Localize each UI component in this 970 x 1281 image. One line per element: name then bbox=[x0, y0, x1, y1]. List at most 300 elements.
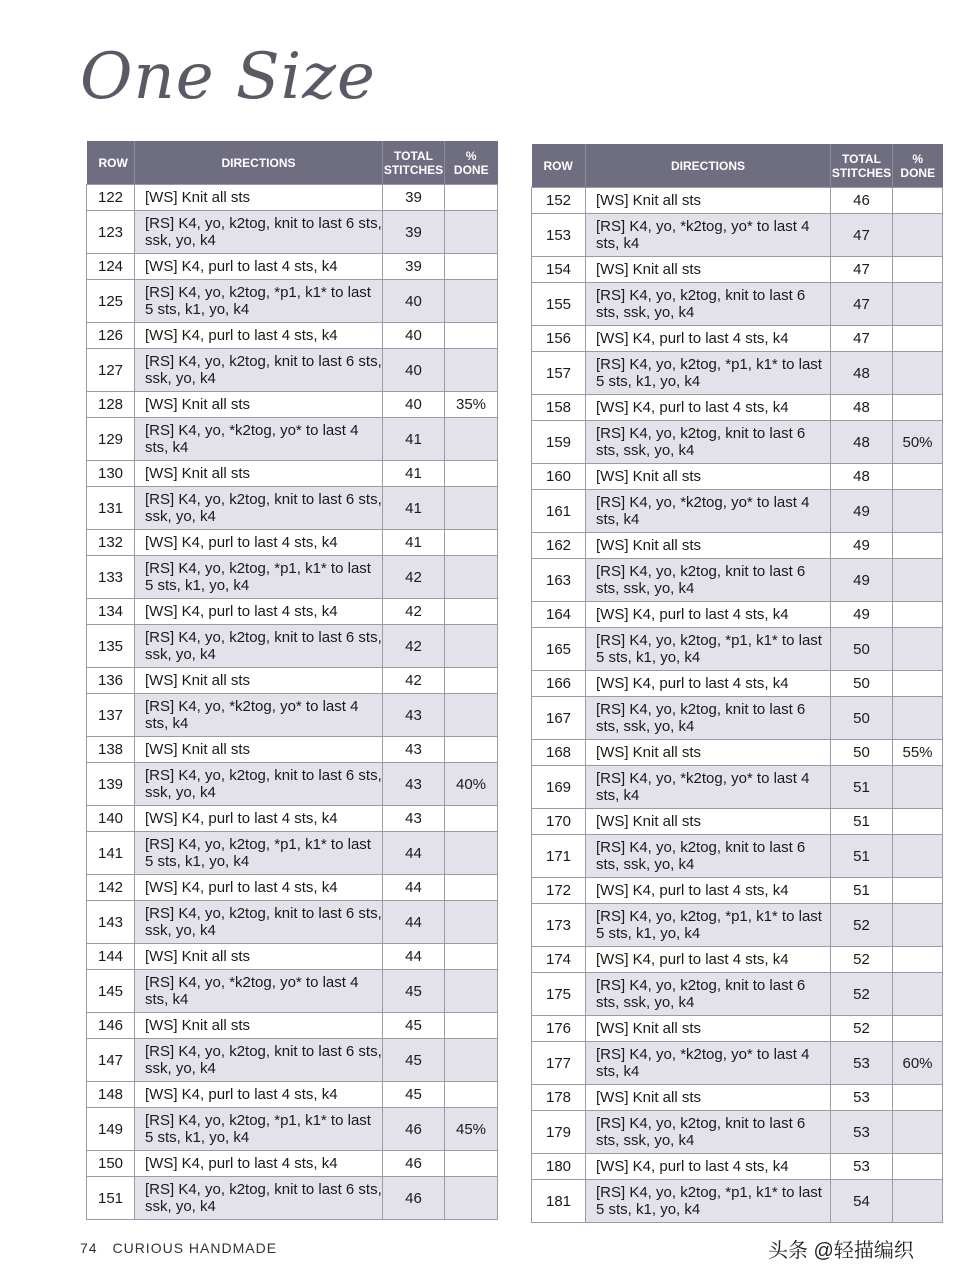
row-directions: [RS] K4, yo, k2tog, *p1, k1* to last 5 sts, k1, yo, k4 bbox=[586, 628, 831, 671]
row-number: 177 bbox=[532, 1042, 586, 1085]
row-directions: [WS] Knit all sts bbox=[586, 533, 831, 559]
table-row bbox=[87, 530, 498, 556]
row-percent-done bbox=[893, 1180, 943, 1223]
row-number: 176 bbox=[532, 1016, 586, 1042]
row-directions: [RS] K4, yo, *k2tog, yo* to last 4 sts, k4 bbox=[586, 214, 831, 257]
row-total-stitches: 53 bbox=[831, 1042, 893, 1085]
row-number: 125 bbox=[87, 280, 135, 323]
row-total-stitches: 47 bbox=[831, 214, 893, 257]
row-number: 163 bbox=[532, 559, 586, 602]
row-percent-done bbox=[445, 901, 498, 944]
row-percent-done bbox=[893, 257, 943, 283]
table-row bbox=[87, 832, 498, 875]
header-directions: DIRECTIONS bbox=[135, 141, 383, 185]
row-number: 128 bbox=[87, 392, 135, 418]
row-percent-done bbox=[893, 326, 943, 352]
row-number: 152 bbox=[532, 188, 586, 214]
row-number: 151 bbox=[87, 1177, 135, 1220]
row-number: 148 bbox=[87, 1082, 135, 1108]
row-percent-done bbox=[445, 875, 498, 901]
row-directions: [RS] K4, yo, k2tog, *p1, k1* to last 5 sts, k1, yo, k4 bbox=[135, 832, 383, 875]
row-percent-done bbox=[893, 947, 943, 973]
row-percent-done bbox=[445, 806, 498, 832]
row-number: 133 bbox=[87, 556, 135, 599]
row-total-stitches: 40 bbox=[383, 323, 445, 349]
row-number: 165 bbox=[532, 628, 586, 671]
page-footer bbox=[80, 1240, 277, 1256]
row-number: 181 bbox=[532, 1180, 586, 1223]
row-directions: [WS] Knit all sts bbox=[135, 944, 383, 970]
row-number: 156 bbox=[532, 326, 586, 352]
row-total-stitches: 51 bbox=[831, 809, 893, 835]
row-percent-done bbox=[893, 1111, 943, 1154]
row-total-stitches: 42 bbox=[383, 556, 445, 599]
row-percent-done: 60% bbox=[893, 1042, 943, 1085]
row-percent-done bbox=[893, 671, 943, 697]
row-directions: [WS] K4, purl to last 4 sts, k4 bbox=[135, 875, 383, 901]
row-number: 129 bbox=[87, 418, 135, 461]
table-row bbox=[87, 280, 498, 323]
row-total-stitches: 45 bbox=[383, 970, 445, 1013]
row-number: 157 bbox=[532, 352, 586, 395]
row-total-stitches: 45 bbox=[383, 1082, 445, 1108]
row-total-stitches: 51 bbox=[831, 766, 893, 809]
row-number: 164 bbox=[532, 602, 586, 628]
row-directions: [WS] K4, purl to last 4 sts, k4 bbox=[135, 254, 383, 280]
row-directions: [WS] K4, purl to last 4 sts, k4 bbox=[586, 326, 831, 352]
header-pct: % DONE bbox=[893, 144, 943, 188]
row-number: 143 bbox=[87, 901, 135, 944]
row-percent-done bbox=[893, 809, 943, 835]
row-percent-done bbox=[893, 973, 943, 1016]
row-number: 123 bbox=[87, 211, 135, 254]
row-total-stitches: 43 bbox=[383, 763, 445, 806]
row-total-stitches: 46 bbox=[831, 188, 893, 214]
row-percent-done bbox=[445, 1039, 498, 1082]
row-directions: [WS] K4, purl to last 4 sts, k4 bbox=[586, 1154, 831, 1180]
row-percent-done bbox=[893, 1154, 943, 1180]
row-total-stitches: 41 bbox=[383, 418, 445, 461]
row-directions: [RS] K4, yo, k2tog, knit to last 6 sts, ssk, yo, k4 bbox=[586, 421, 831, 464]
table-row bbox=[87, 625, 498, 668]
row-directions: [RS] K4, yo, k2tog, knit to last 6 sts, ssk, yo, k4 bbox=[135, 625, 383, 668]
row-percent-done bbox=[893, 214, 943, 257]
table-row bbox=[532, 878, 943, 904]
row-percent-done: 35% bbox=[445, 392, 498, 418]
row-total-stitches: 44 bbox=[383, 944, 445, 970]
row-number: 169 bbox=[532, 766, 586, 809]
row-total-stitches: 51 bbox=[831, 878, 893, 904]
table-row bbox=[532, 628, 943, 671]
row-total-stitches: 53 bbox=[831, 1085, 893, 1111]
row-directions: [WS] K4, purl to last 4 sts, k4 bbox=[135, 806, 383, 832]
table-row bbox=[532, 602, 943, 628]
table-row bbox=[532, 1042, 943, 1085]
row-number: 173 bbox=[532, 904, 586, 947]
header-total: TOTAL STITCHES bbox=[831, 144, 893, 188]
row-total-stitches: 52 bbox=[831, 947, 893, 973]
row-number: 159 bbox=[532, 421, 586, 464]
row-directions: [WS] Knit all sts bbox=[586, 1085, 831, 1111]
row-percent-done bbox=[893, 835, 943, 878]
table-row bbox=[87, 901, 498, 944]
row-directions: [RS] K4, yo, *k2tog, yo* to last 4 sts, k4 bbox=[586, 1042, 831, 1085]
page-number: 74 bbox=[80, 1240, 98, 1256]
table-row bbox=[87, 323, 498, 349]
row-percent-done bbox=[893, 559, 943, 602]
row-directions: [RS] K4, yo, *k2tog, yo* to last 4 sts, k4 bbox=[135, 694, 383, 737]
row-directions: [WS] Knit all sts bbox=[135, 668, 383, 694]
row-percent-done bbox=[445, 254, 498, 280]
row-number: 145 bbox=[87, 970, 135, 1013]
row-number: 126 bbox=[87, 323, 135, 349]
row-total-stitches: 43 bbox=[383, 806, 445, 832]
row-directions: [WS] Knit all sts bbox=[586, 257, 831, 283]
row-percent-done bbox=[445, 1177, 498, 1220]
row-directions: [WS] K4, purl to last 4 sts, k4 bbox=[135, 530, 383, 556]
table-row bbox=[532, 766, 943, 809]
table-row bbox=[87, 599, 498, 625]
row-total-stitches: 41 bbox=[383, 530, 445, 556]
row-percent-done bbox=[445, 530, 498, 556]
row-directions: [RS] K4, yo, *k2tog, yo* to last 4 sts, k4 bbox=[135, 418, 383, 461]
table-row bbox=[87, 1039, 498, 1082]
table-row bbox=[532, 1016, 943, 1042]
row-directions: [RS] K4, yo, k2tog, knit to last 6 sts, ssk, yo, k4 bbox=[135, 1039, 383, 1082]
row-percent-done bbox=[893, 904, 943, 947]
row-total-stitches: 44 bbox=[383, 901, 445, 944]
row-directions: [WS] K4, purl to last 4 sts, k4 bbox=[135, 599, 383, 625]
table-row bbox=[532, 214, 943, 257]
row-percent-done bbox=[893, 188, 943, 214]
row-number: 153 bbox=[532, 214, 586, 257]
row-total-stitches: 49 bbox=[831, 559, 893, 602]
row-directions: [RS] K4, yo, k2tog, *p1, k1* to last 5 sts, k1, yo, k4 bbox=[586, 1180, 831, 1223]
table-row bbox=[532, 947, 943, 973]
row-number: 175 bbox=[532, 973, 586, 1016]
row-directions: [RS] K4, yo, *k2tog, yo* to last 4 sts, k4 bbox=[586, 490, 831, 533]
pattern-table-left bbox=[86, 141, 498, 1220]
row-number: 178 bbox=[532, 1085, 586, 1111]
row-percent-done bbox=[893, 878, 943, 904]
row-percent-done bbox=[445, 668, 498, 694]
table-row bbox=[532, 326, 943, 352]
row-number: 142 bbox=[87, 875, 135, 901]
row-total-stitches: 50 bbox=[831, 628, 893, 671]
header-pct: % DONE bbox=[445, 141, 498, 185]
table-row bbox=[532, 464, 943, 490]
table-row bbox=[532, 490, 943, 533]
row-directions: [RS] K4, yo, k2tog, knit to last 6 sts, ssk, yo, k4 bbox=[135, 349, 383, 392]
table-row bbox=[532, 559, 943, 602]
table-row bbox=[532, 1111, 943, 1154]
row-number: 158 bbox=[532, 395, 586, 421]
row-total-stitches: 52 bbox=[831, 904, 893, 947]
row-directions: [WS] Knit all sts bbox=[135, 392, 383, 418]
row-total-stitches: 45 bbox=[383, 1013, 445, 1039]
row-total-stitches: 50 bbox=[831, 671, 893, 697]
row-number: 160 bbox=[532, 464, 586, 490]
row-directions: [RS] K4, yo, k2tog, knit to last 6 sts, ssk, yo, k4 bbox=[135, 901, 383, 944]
row-total-stitches: 41 bbox=[383, 461, 445, 487]
row-directions: [WS] K4, purl to last 4 sts, k4 bbox=[586, 602, 831, 628]
table-row bbox=[87, 418, 498, 461]
row-number: 131 bbox=[87, 487, 135, 530]
row-number: 137 bbox=[87, 694, 135, 737]
table-row bbox=[532, 671, 943, 697]
row-percent-done bbox=[445, 1013, 498, 1039]
row-total-stitches: 46 bbox=[383, 1151, 445, 1177]
row-total-stitches: 42 bbox=[383, 625, 445, 668]
row-directions: [RS] K4, yo, k2tog, knit to last 6 sts, ssk, yo, k4 bbox=[586, 1111, 831, 1154]
row-number: 154 bbox=[532, 257, 586, 283]
row-percent-done bbox=[445, 1082, 498, 1108]
row-percent-done bbox=[893, 697, 943, 740]
row-directions: [RS] K4, yo, k2tog, *p1, k1* to last 5 sts, k1, yo, k4 bbox=[135, 280, 383, 323]
table-row bbox=[87, 1108, 498, 1151]
row-percent-done bbox=[893, 1085, 943, 1111]
row-number: 132 bbox=[87, 530, 135, 556]
header-total: TOTAL STITCHES bbox=[383, 141, 445, 185]
table-row bbox=[87, 211, 498, 254]
row-number: 136 bbox=[87, 668, 135, 694]
row-directions: [RS] K4, yo, k2tog, knit to last 6 sts, ssk, yo, k4 bbox=[586, 559, 831, 602]
row-directions: [RS] K4, yo, k2tog, knit to last 6 sts, ssk, yo, k4 bbox=[135, 1177, 383, 1220]
row-total-stitches: 40 bbox=[383, 392, 445, 418]
row-number: 134 bbox=[87, 599, 135, 625]
row-percent-done: 55% bbox=[893, 740, 943, 766]
row-total-stitches: 41 bbox=[383, 487, 445, 530]
table-row bbox=[532, 1085, 943, 1111]
row-total-stitches: 50 bbox=[831, 697, 893, 740]
header-directions: DIRECTIONS bbox=[586, 144, 831, 188]
row-total-stitches: 51 bbox=[831, 835, 893, 878]
row-number: 122 bbox=[87, 185, 135, 211]
row-number: 135 bbox=[87, 625, 135, 668]
row-directions: [WS] K4, purl to last 4 sts, k4 bbox=[586, 395, 831, 421]
row-directions: [RS] K4, yo, k2tog, knit to last 6 sts, ssk, yo, k4 bbox=[586, 835, 831, 878]
pattern-table-right bbox=[531, 144, 943, 1223]
table-row bbox=[87, 806, 498, 832]
row-total-stitches: 50 bbox=[831, 740, 893, 766]
row-number: 141 bbox=[87, 832, 135, 875]
table-row bbox=[532, 533, 943, 559]
table-row bbox=[532, 395, 943, 421]
table-header bbox=[532, 144, 943, 188]
row-number: 161 bbox=[532, 490, 586, 533]
table-row bbox=[87, 970, 498, 1013]
row-directions: [WS] K4, purl to last 4 sts, k4 bbox=[586, 878, 831, 904]
table-row bbox=[532, 740, 943, 766]
row-percent-done bbox=[445, 737, 498, 763]
row-number: 124 bbox=[87, 254, 135, 280]
row-percent-done bbox=[893, 628, 943, 671]
row-total-stitches: 49 bbox=[831, 602, 893, 628]
row-number: 166 bbox=[532, 671, 586, 697]
table-row bbox=[87, 668, 498, 694]
table-row bbox=[532, 283, 943, 326]
row-percent-done: 45% bbox=[445, 1108, 498, 1151]
row-total-stitches: 47 bbox=[831, 257, 893, 283]
row-percent-done bbox=[445, 1151, 498, 1177]
row-total-stitches: 46 bbox=[383, 1177, 445, 1220]
row-total-stitches: 48 bbox=[831, 421, 893, 464]
row-total-stitches: 47 bbox=[831, 326, 893, 352]
row-number: 130 bbox=[87, 461, 135, 487]
row-total-stitches: 52 bbox=[831, 1016, 893, 1042]
book-title: CURIOUS HANDMADE bbox=[112, 1240, 278, 1256]
row-percent-done bbox=[893, 283, 943, 326]
row-number: 150 bbox=[87, 1151, 135, 1177]
row-percent-done bbox=[445, 970, 498, 1013]
row-percent-done bbox=[893, 464, 943, 490]
row-total-stitches: 54 bbox=[831, 1180, 893, 1223]
row-number: 179 bbox=[532, 1111, 586, 1154]
table-row bbox=[532, 1180, 943, 1223]
row-total-stitches: 48 bbox=[831, 395, 893, 421]
row-percent-done bbox=[445, 944, 498, 970]
row-percent-done bbox=[445, 185, 498, 211]
row-number: 172 bbox=[532, 878, 586, 904]
row-percent-done bbox=[445, 599, 498, 625]
row-percent-done bbox=[445, 832, 498, 875]
row-total-stitches: 42 bbox=[383, 668, 445, 694]
table-row bbox=[532, 257, 943, 283]
row-total-stitches: 43 bbox=[383, 737, 445, 763]
table-row bbox=[532, 697, 943, 740]
row-percent-done bbox=[893, 602, 943, 628]
table-row bbox=[87, 185, 498, 211]
table-row bbox=[87, 944, 498, 970]
row-total-stitches: 53 bbox=[831, 1111, 893, 1154]
table-row bbox=[532, 1154, 943, 1180]
row-number: 174 bbox=[532, 947, 586, 973]
row-directions: [WS] Knit all sts bbox=[586, 809, 831, 835]
row-percent-done bbox=[893, 352, 943, 395]
row-percent-done bbox=[445, 418, 498, 461]
table-row bbox=[87, 461, 498, 487]
row-directions: [WS] K4, purl to last 4 sts, k4 bbox=[586, 947, 831, 973]
row-directions: [RS] K4, yo, k2tog, knit to last 6 sts, ssk, yo, k4 bbox=[586, 697, 831, 740]
table-row bbox=[87, 487, 498, 530]
row-directions: [RS] K4, yo, k2tog, *p1, k1* to last 5 sts, k1, yo, k4 bbox=[586, 352, 831, 395]
row-directions: [RS] K4, yo, k2tog, *p1, k1* to last 5 sts, k1, yo, k4 bbox=[135, 1108, 383, 1151]
table-row bbox=[532, 973, 943, 1016]
row-number: 146 bbox=[87, 1013, 135, 1039]
row-total-stitches: 42 bbox=[383, 599, 445, 625]
table-row bbox=[87, 1013, 498, 1039]
row-number: 147 bbox=[87, 1039, 135, 1082]
table-row bbox=[87, 694, 498, 737]
row-percent-done bbox=[445, 349, 498, 392]
row-directions: [RS] K4, yo, *k2tog, yo* to last 4 sts, k4 bbox=[135, 970, 383, 1013]
row-total-stitches: 44 bbox=[383, 875, 445, 901]
row-directions: [RS] K4, yo, *k2tog, yo* to last 4 sts, k4 bbox=[586, 766, 831, 809]
table-row bbox=[87, 1082, 498, 1108]
row-percent-done bbox=[893, 490, 943, 533]
row-directions: [RS] K4, yo, k2tog, knit to last 6 sts, ssk, yo, k4 bbox=[135, 211, 383, 254]
row-directions: [RS] K4, yo, k2tog, knit to last 6 sts, ssk, yo, k4 bbox=[135, 763, 383, 806]
row-total-stitches: 45 bbox=[383, 1039, 445, 1082]
row-total-stitches: 44 bbox=[383, 832, 445, 875]
row-directions: [RS] K4, yo, k2tog, *p1, k1* to last 5 sts, k1, yo, k4 bbox=[135, 556, 383, 599]
row-directions: [WS] Knit all sts bbox=[135, 737, 383, 763]
row-total-stitches: 43 bbox=[383, 694, 445, 737]
row-number: 140 bbox=[87, 806, 135, 832]
row-total-stitches: 48 bbox=[831, 464, 893, 490]
row-number: 167 bbox=[532, 697, 586, 740]
row-total-stitches: 40 bbox=[383, 349, 445, 392]
row-number: 127 bbox=[87, 349, 135, 392]
header-row: ROW bbox=[532, 144, 586, 188]
row-directions: [WS] Knit all sts bbox=[586, 464, 831, 490]
row-number: 168 bbox=[532, 740, 586, 766]
row-total-stitches: 39 bbox=[383, 211, 445, 254]
table-row bbox=[87, 763, 498, 806]
row-percent-done bbox=[893, 1016, 943, 1042]
table-row bbox=[532, 352, 943, 395]
row-directions: [WS] Knit all sts bbox=[586, 740, 831, 766]
row-directions: [RS] K4, yo, k2tog, *p1, k1* to last 5 sts, k1, yo, k4 bbox=[586, 904, 831, 947]
row-total-stitches: 40 bbox=[383, 280, 445, 323]
table-row bbox=[532, 809, 943, 835]
page-title: One Size bbox=[80, 40, 376, 114]
row-number: 139 bbox=[87, 763, 135, 806]
table-row bbox=[87, 349, 498, 392]
row-total-stitches: 53 bbox=[831, 1154, 893, 1180]
table-row bbox=[87, 737, 498, 763]
row-total-stitches: 39 bbox=[383, 185, 445, 211]
row-percent-done bbox=[893, 395, 943, 421]
row-percent-done bbox=[445, 323, 498, 349]
table-row bbox=[87, 1177, 498, 1220]
row-total-stitches: 49 bbox=[831, 533, 893, 559]
table-row bbox=[87, 875, 498, 901]
row-directions: [WS] Knit all sts bbox=[586, 1016, 831, 1042]
row-percent-done bbox=[445, 280, 498, 323]
table-row bbox=[532, 835, 943, 878]
row-directions: [WS] K4, purl to last 4 sts, k4 bbox=[135, 323, 383, 349]
table-row bbox=[87, 556, 498, 599]
row-total-stitches: 39 bbox=[383, 254, 445, 280]
header-row: ROW bbox=[87, 141, 135, 185]
table-row bbox=[87, 1151, 498, 1177]
row-percent-done bbox=[445, 625, 498, 668]
row-number: 155 bbox=[532, 283, 586, 326]
watermark-text: 头条 @轻描编织 bbox=[768, 1240, 914, 1262]
row-directions: [WS] K4, purl to last 4 sts, k4 bbox=[586, 671, 831, 697]
row-directions: [WS] Knit all sts bbox=[135, 1013, 383, 1039]
row-total-stitches: 52 bbox=[831, 973, 893, 1016]
row-number: 149 bbox=[87, 1108, 135, 1151]
row-total-stitches: 47 bbox=[831, 283, 893, 326]
row-number: 171 bbox=[532, 835, 586, 878]
row-percent-done bbox=[445, 556, 498, 599]
table-row bbox=[532, 904, 943, 947]
row-number: 162 bbox=[532, 533, 586, 559]
table-header bbox=[87, 141, 498, 185]
table-row bbox=[532, 421, 943, 464]
row-directions: [WS] K4, purl to last 4 sts, k4 bbox=[135, 1151, 383, 1177]
row-number: 138 bbox=[87, 737, 135, 763]
row-total-stitches: 49 bbox=[831, 490, 893, 533]
row-directions: [RS] K4, yo, k2tog, knit to last 6 sts, ssk, yo, k4 bbox=[135, 487, 383, 530]
row-percent-done bbox=[445, 461, 498, 487]
table-row bbox=[87, 254, 498, 280]
row-total-stitches: 48 bbox=[831, 352, 893, 395]
table-row bbox=[87, 392, 498, 418]
row-directions: [WS] Knit all sts bbox=[135, 461, 383, 487]
